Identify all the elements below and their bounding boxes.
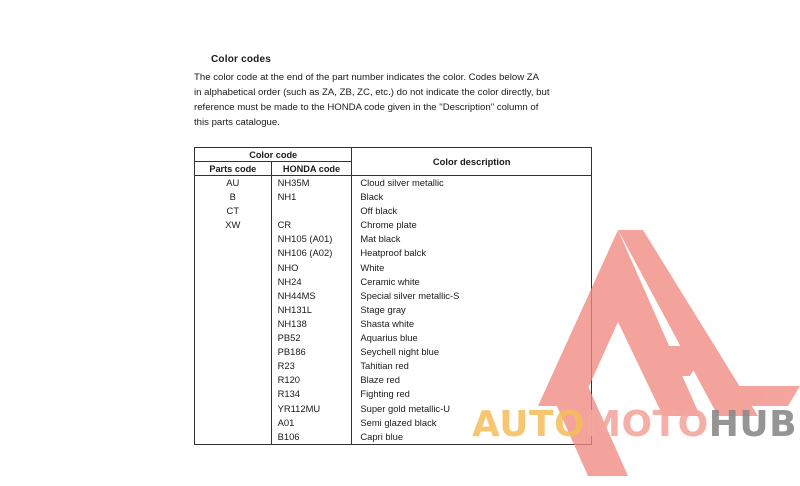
color-description-cell: Aquarius blue xyxy=(352,331,592,345)
parts-code-cell xyxy=(195,246,272,260)
honda-code-cell: NH1 xyxy=(271,190,352,204)
color-description-cell: Fighting red xyxy=(352,387,592,401)
table-row xyxy=(195,204,592,218)
paragraph-line: in alphabetical order (such as ZA, ZB, ZC, etc.) do not indicate the color directly, but xyxy=(194,87,550,98)
honda-code-cell: NH131L xyxy=(271,303,352,317)
honda-code-cell: R23 xyxy=(271,359,352,373)
parts-code-cell xyxy=(195,430,272,445)
honda-code-cell xyxy=(271,204,352,218)
paragraph-line: this parts catalogue. xyxy=(194,117,280,128)
color-description-cell: Black xyxy=(352,190,592,204)
color-description-cell: Blaze red xyxy=(352,373,592,387)
parts-code-cell xyxy=(195,416,272,430)
table-row xyxy=(195,176,592,191)
honda-code-cell: CR xyxy=(271,218,352,232)
parts-code-cell xyxy=(195,387,272,401)
honda-code-cell: NHO xyxy=(271,261,352,275)
color-description-cell: Capri blue xyxy=(352,430,592,445)
color-description-cell: Shasta white xyxy=(352,317,592,331)
color-description-header: Color description xyxy=(352,148,592,176)
color-description-cell: Heatproof balck xyxy=(352,246,592,260)
color-codes-heading: Color codes xyxy=(211,54,271,65)
color-code-group-header: Color code xyxy=(195,148,352,162)
parts-code-cell: XW xyxy=(195,218,272,232)
color-description-cell: White xyxy=(352,261,592,275)
color-description-cell: Stage gray xyxy=(352,303,592,317)
color-description-cell: Chrome plate xyxy=(352,218,592,232)
parts-code-cell xyxy=(195,331,272,345)
color-description-cell: Special silver metallic-S xyxy=(352,289,592,303)
color-description-cell: Mat black xyxy=(352,232,592,246)
parts-code-cell xyxy=(195,275,272,289)
honda-code-cell: NH105 (A01) xyxy=(271,232,352,246)
color-description-cell: Tahitian red xyxy=(352,359,592,373)
color-description-cell: Seychell night blue xyxy=(352,345,592,359)
color-description-cell: Cloud silver metallic xyxy=(352,176,592,191)
honda-code-header: HONDA code xyxy=(271,162,352,176)
paragraph-line: The color code at the end of the part number indicates the color. Codes below ZA xyxy=(194,72,540,83)
parts-code-cell xyxy=(195,402,272,416)
honda-code-cell: NH35M xyxy=(271,176,352,191)
paragraph-line: reference must be made to the HONDA code given in the "Description" column of xyxy=(194,102,539,113)
parts-code-cell xyxy=(195,373,272,387)
watermark-hub: HUB xyxy=(708,404,798,445)
table-row xyxy=(195,190,592,204)
parts-code-cell: B xyxy=(195,190,272,204)
parts-code-cell: AU xyxy=(195,176,272,191)
color-description-cell: Off black xyxy=(352,204,592,218)
parts-code-cell xyxy=(195,289,272,303)
honda-code-cell: R134 xyxy=(271,387,352,401)
honda-code-cell: NH106 (A02) xyxy=(271,246,352,260)
color-description-cell: Semi glazed black xyxy=(352,416,592,430)
honda-code-cell: A01 xyxy=(271,416,352,430)
honda-code-cell: NH44MS xyxy=(271,289,352,303)
color-description-cell: Ceramic white xyxy=(352,275,592,289)
honda-code-cell: PB52 xyxy=(271,331,352,345)
parts-code-header: Parts code xyxy=(195,162,272,176)
watermark-auto: AUTO xyxy=(472,404,586,445)
color-description-cell: Super gold metallic-U xyxy=(352,402,592,416)
parts-code-cell xyxy=(195,359,272,373)
automotohub-watermark-text xyxy=(472,404,797,445)
watermark-moto: MOTO xyxy=(585,404,709,445)
honda-code-cell: PB186 xyxy=(271,345,352,359)
intro-paragraph xyxy=(194,70,604,130)
parts-code-cell xyxy=(195,261,272,275)
parts-code-cell: CT xyxy=(195,204,272,218)
parts-code-cell xyxy=(195,232,272,246)
parts-code-cell xyxy=(195,317,272,331)
honda-code-cell: NH24 xyxy=(271,275,352,289)
honda-code-cell: R120 xyxy=(271,373,352,387)
parts-code-cell xyxy=(195,303,272,317)
parts-code-cell xyxy=(195,345,272,359)
honda-code-cell: NH138 xyxy=(271,317,352,331)
honda-code-cell: B106 xyxy=(271,430,352,445)
honda-code-cell: YR112MU xyxy=(271,402,352,416)
